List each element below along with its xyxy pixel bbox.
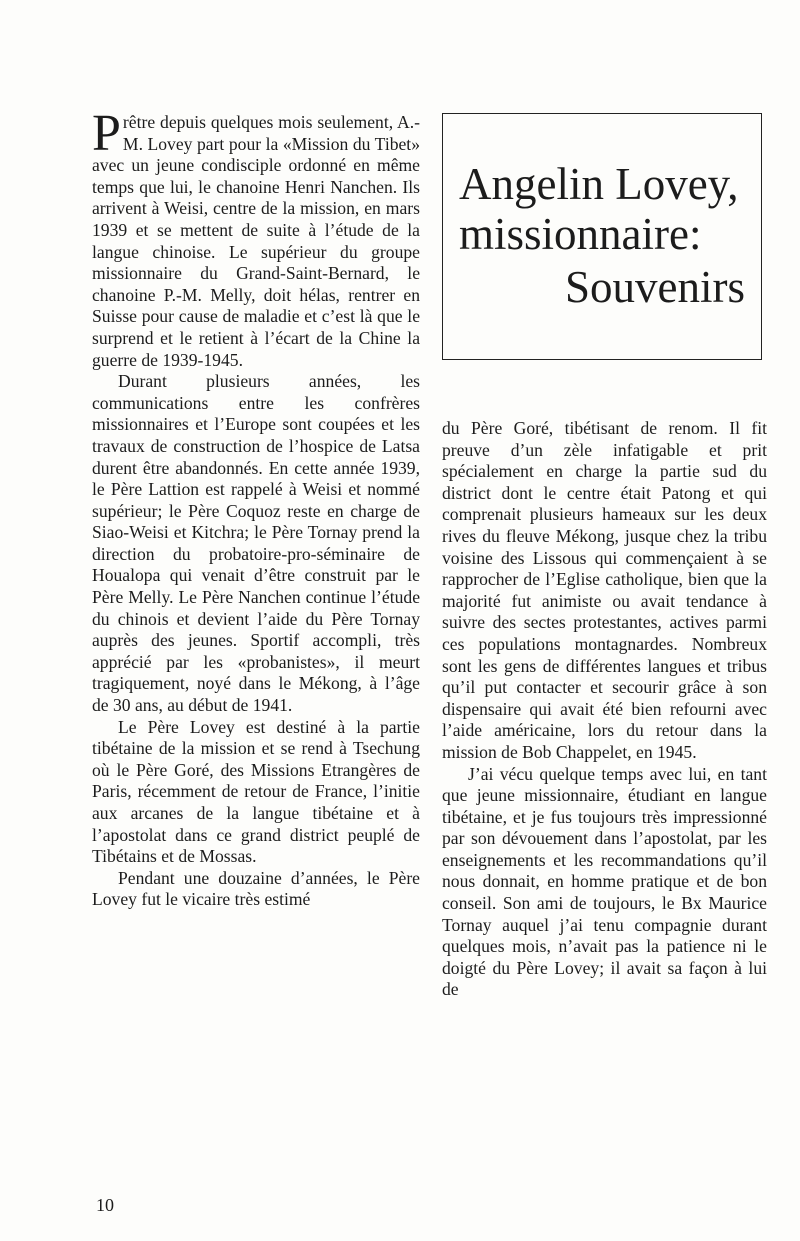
left-column: [92, 105, 420, 911]
left-paragraph-4: Pendant une douzaine d’années, le Père Lovey fut le vicaire très estimé: [92, 867, 420, 910]
page-number: 10: [96, 1195, 114, 1215]
title-box: [442, 113, 762, 360]
left-paragraph-1: Prêtre depuis quelques mois seulement, A.-M. Lovey part pour la «Mission du Tibet» avec un jeune condisciple ordonné en même temps que lui, le chanoine Henri Nanchen. Ils arrivent à Weisi, centre de la mission, en mars 1939 et se mettent de suite à l’étude de la langue chinoise. Le supérieur du groupe missionnaire du Grand-Saint-Bernard, le chanoine P.-M. Melly, doit hélas, rentrer en Suisse pour cause de maladie et c’est là que le surprend et le retient à l’écart de la Chine la guerre de 1939-1945.: [92, 105, 420, 370]
title-line-2: missionnaire:: [459, 209, 702, 259]
title-line-1: Angelin Lovey,: [459, 159, 739, 209]
drop-cap: P: [92, 105, 121, 162]
title-line-3: Souvenirs: [565, 262, 745, 312]
right-column: [442, 418, 767, 1001]
left-paragraph-3: Le Père Lovey est destiné à la partie tibétaine de la mission et se rend à Tsechung où le Père Goré, des Missions Etrangères de Paris, récemment de retour de France, l’initie aux arcanes de la langue tibétaine et à l’apostolat dans ce grand district peuplé de Tibétains et de Mossas.: [92, 716, 420, 867]
right-paragraph-2: J’ai vécu quelque temps avec lui, en tant que jeune missionnaire, étudiant en langue tibétaine, et je fus toujours très impressionné par son dévouement dans l’apostolat, par les enseignements et les recommandations qu’il nous donnait, en homme pratique et de bon conseil. Son ami de toujours, le Bx Maurice Tornay auquel j’ai tenu compagnie durant quelques mois, n’avait pas la patience ni le doigté du Père Lovey; il avait sa façon à lui de: [442, 763, 767, 1000]
right-paragraph-1: du Père Goré, tibétisant de renom. Il fit preuve d’un zèle infatigable et prit spécialement en charge la partie sud du district dont le centre était Patong et qui comprenait plusieurs hameaux sur les deux rives du fleuve Mékong, jusque chez la tribu voisine des Lissous qui commençaient à se rapprocher de l’Eglise catholique, bien que la majorité fut animiste ou avait tendance à suivre des sectes protestantes, actives parmi ces populations montagnardes. Nombreux sont les gens de différentes langues et tribus qu’il put contacter et secourir grâce à son dispensaire qui avait été bien refourni avec l’aide américaine, lors du retour dans la mission de Bob Chappelet, en 1945.: [442, 418, 767, 762]
left-paragraph-2: Durant plusieurs années, les communications entre les confrères missionnaires et l’Europe sont coupées et les travaux de construction de l’hospice de Latsa durent être abandonnés. En cette année 1939, le Père Lattion est rappelé à Weisi et nommé supérieur; le Père Coquoz reste en charge de Siao-Weisi et Kitchra; le Père Tornay prend la direction du probatoire-pro-séminaire de Houalopa qui venait d’être construit par le Père Melly. Le Père Nanchen continue l’étude du chinois et devient l’aide du Père Tornay auprès des jeunes. Sportif accompli, très apprécié par les «probanistes», il meurt tragiquement, noyé dans le Mékong, à l’âge de 30 ans, au début de 1941.: [92, 371, 420, 716]
